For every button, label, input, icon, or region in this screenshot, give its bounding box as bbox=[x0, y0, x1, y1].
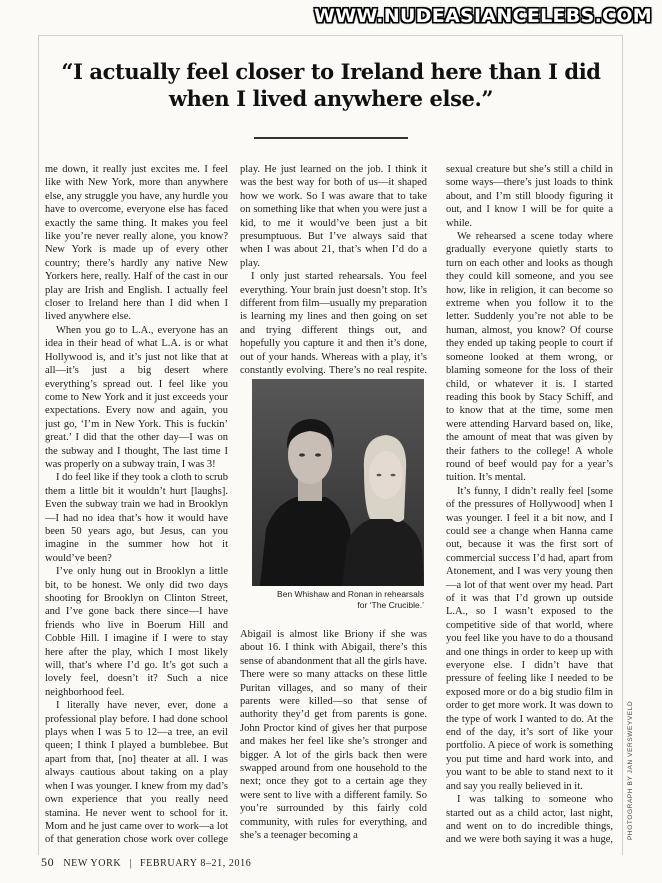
frame-right-rule bbox=[622, 35, 623, 855]
paragraph: I only just started rehearsals. You feel everything. Your brain just doesn’t stop. It’s different from film—usually my preparation is learning my lines and then going on set and trying different things out, and hopefully you capture it and then it’s done, out of your hands. Whereas with a play, it’s constantly evolving. There’s no real respite. bbox=[240, 271, 427, 377]
rehearsal-photo-image bbox=[252, 379, 424, 586]
pull-quote-rule bbox=[254, 137, 408, 139]
paragraph: We rehearsed a scene today where gradually everyone quietly starts to turn on each other and looks as though they could kill someone, and you see how, like in religion, it can become so extreme when you follow it to the letter. Suddenly you’re not able to be human, almost, you know? Of course they ended up taking people to court if someone looked at them wrong, or blaming someone for the loss of their child, or whatever it is. I started reading this book by Stacy Schiff, and to know that at the time, some men were attending Harvard based on, like, the amount of meat that was given by their fathers to the college! A whole round of beef would pay for a year’s tuition. It’s mental. bbox=[446, 231, 613, 484]
article-column-3 bbox=[446, 163, 613, 848]
article-column-2-bottom bbox=[240, 628, 427, 848]
rehearsal-photo bbox=[252, 379, 424, 586]
paragraph: me down, it really just excites me. I feel like with New York, more than anywhere else, any struggle you have, any hurdle you have to overcome, everyone else has faced exactly the same thing. It makes you feel like you’re never really alone, you know? New York is made up of every other country; there’s hardly any native New Yorkers here, really. Half of the cast in our play are Irish and English. I actually feel closer to Ireland here than I did when I lived anywhere else. bbox=[45, 164, 228, 323]
page-number: 50 bbox=[41, 855, 55, 869]
paragraph: play. He just learned on the job. I think it was the best way for both of us—it shaped how we work. So I was aware that to take on something like that when you were just a kid, to me it would’ve been just a bit presumptuous. But I’ve always said that when I was about 21, that’s when I’d do a play. bbox=[240, 164, 427, 269]
paragraph: When you go to L.A., everyone has an idea in their head of what L.A. is or what Hollywood is, and it’s just not like that at all—it’s just a big desert where everything’s spread out. I feel like you come to New York and it just exceeds your expectations. Every now and again, you just go, ‘I’m in New York. This is fuckin’ great.’ I did that the other day—I was on the subway and I thought, The last time I was properly on a subway train, I was 3! bbox=[45, 324, 228, 470]
photo-caption-line-2: for ‘The Crucible.’ bbox=[357, 599, 424, 610]
article-column-1 bbox=[45, 163, 228, 848]
frame-left-rule bbox=[38, 35, 39, 855]
issue-date: FEBRUARY 8–21, 2016 bbox=[140, 858, 252, 869]
photo-caption-line-1: Ben Whishaw and Ronan in rehearsals bbox=[277, 589, 424, 599]
frame-top-rule bbox=[38, 35, 623, 36]
magazine-name: NEW YORK bbox=[63, 858, 122, 869]
paragraph: I literally have never, ever, done a professional play before. I had done school plays when I was 5 to 12—a tree, an evil queen; I think I played a bumblebee. But apart from that, [no] theater at all. I was always cautious about taking on a play when I was younger. I knew from my dad’s own experience that you really need stamina. He never went to school for it. Mom and he just came over to work—a lot of that generation chose work over college bbox=[45, 700, 228, 846]
article-column-2-top bbox=[240, 163, 427, 377]
pull-quote-line-1: “I actually feel closer to Ireland here than I did bbox=[61, 59, 601, 84]
pull-quote bbox=[48, 58, 614, 112]
paragraph: Abigail is almost like Briony if she was about 16. I think with Abigail, there’s this sense of abandonment that all the girls have. There were so many attacks on these little Puritan villages, and so many of their parents were killed—so that sense of authority they’d get from parents is gone. John Proctor kind of gives her that purpose and makes her feel like she’s stronger and bigger. A lot of the girls back then were swapped around from one household to the next; once they got to a certain age they were sent to live with a different family. So you’re surrounded by this fairly cold community, with rules for everything, and she’s a teenager becoming a bbox=[240, 629, 427, 842]
photo-caption bbox=[252, 589, 424, 610]
page-footer bbox=[41, 855, 251, 871]
paragraph: sexual creature but she’s still a child in some ways—there’s just loads to think about, and I’m still bloody figuring it out, and I know I will be for quite a while. bbox=[446, 164, 613, 229]
photo-credit: PHOTOGRAPH BY JAN VERSWEYVELD bbox=[627, 700, 634, 840]
footer-separator: | bbox=[129, 858, 132, 869]
watermark: WWW.NUDEASIANCELEBS.COM bbox=[314, 5, 652, 27]
paragraph: I do feel like if they took a cloth to scrub them a little bit it wouldn’t hurt [laughs]. Even the subway train we had in Brooklyn—I had no idea that’s how it would have been 50 years ago, but Jesus, can you imagine in the summer how hot it would’ve been? bbox=[45, 472, 228, 564]
paragraph: It’s funny, I didn’t really feel [some of the pressures of Hollywood] when I was younger. I feel it a bit now, and I could see a change when Hanna came out, because it was the first sort of commercial success I’d had, apart from Atonement, and I was very young then—a lot of that went over my head. Part of it was that I’d grown up outside L.A., so I wasn’t exposed to the competitive side of that world, where you feel like you have to do a thousand and one things in order to keep up with everyone else. I didn’t have that pressure of feeling like I needed to be exposed more or do a big studio film in order to get more work. It was down to the type of work I wanted to do. At the end of the day, it’s sort of like your portfolio. A piece of work is something you put time and hard work into, and you want to be able to stand next to it and say you really believed in it. bbox=[446, 485, 613, 792]
paragraph: I was talking to someone who started out as a child actor, last night, and went on to do incredible things, and we were both saying it was a huge, bbox=[446, 794, 613, 846]
paragraph: I’ve only hung out in Brooklyn a little bit, to be honest. We only did two days shooting for Brooklyn on Clinton Street, and I’ve gone back there since—I have friends who live in Boerum Hill and Cobble Hill. I imagine if I were to stay here after the play, which I most likely will, that’s where I’d go. It’s got such a lovely feel, doesn’t it? Such a nice neighborhood feel. bbox=[45, 566, 228, 698]
pull-quote-line-2: when I lived anywhere else.” bbox=[168, 86, 494, 111]
